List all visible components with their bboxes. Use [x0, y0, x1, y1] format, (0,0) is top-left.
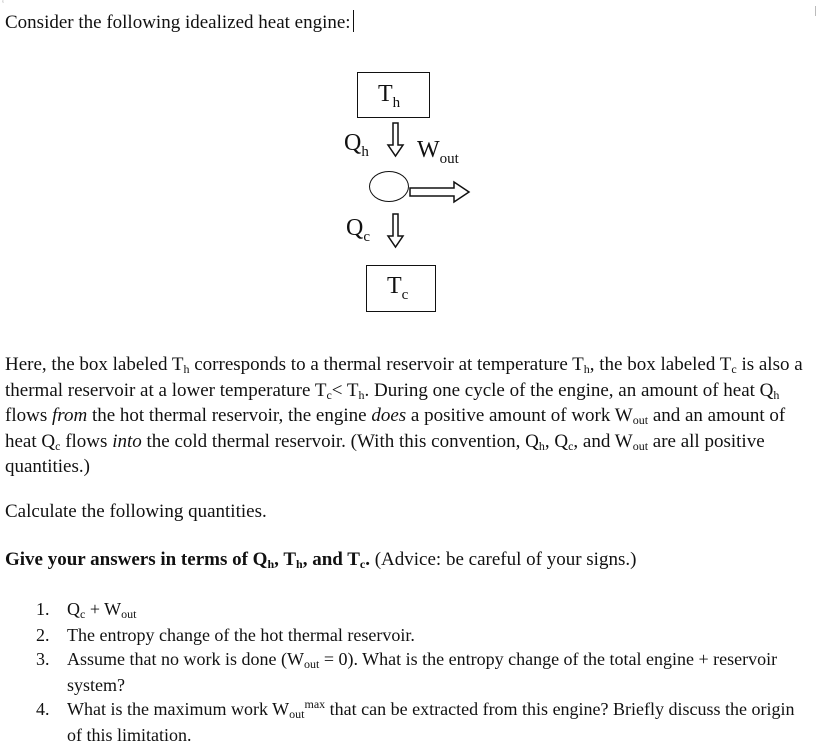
question-list: [0, 597, 810, 747]
work-out-arrow: [410, 182, 469, 202]
heat-out-label: $Q_c$: [346, 215, 371, 245]
problem-heading: Consider the following idealized heat engine:: [5, 10, 354, 34]
heat-out-arrow: [388, 214, 403, 247]
answer-terms-paragraph: Give your answers in terms of Qh, Th, and Tc. (Advice: be careful of your signs.): [5, 549, 637, 571]
instruction-paragraph: Calculate the following quantities.: [5, 501, 267, 522]
cold-reservoir-label: $T_c$: [387, 273, 409, 303]
heat-in-label: $Q_h$: [344, 130, 369, 160]
work-out-label: $W_{out}$: [417, 137, 459, 167]
question-item: 2. The entropy change of the hot thermal reservoir.: [36, 625, 415, 645]
question-item: 1. Qc + Wout: [36, 599, 137, 621]
engine-circle: [369, 171, 409, 202]
heat-engine-diagram: [330, 68, 500, 318]
question-item: 4. What is the maximum work Wout$^{max}$ that can be extracted from this engine? Briefly discuss the origin of this limitation.: [36, 697, 795, 745]
hot-reservoir-box: [357, 72, 430, 118]
page-edge-mark: [815, 6, 816, 16]
text-caret: [353, 10, 354, 32]
heat-in-arrow: [388, 123, 403, 156]
question-item: 3. Assume that no work is done (Wout = 0). What is the entropy change of the total engine + reservoir system?: [36, 649, 778, 695]
cold-reservoir-box: [366, 265, 436, 312]
description-paragraph: Here, the box labeled Th corresponds to a thermal reservoir at temperature Th, the box labeled Tc is also a thermal reservoir at a lower temperature Tc< Th. During one cycle of the engine, an amount of heat Qh flows from the hot thermal reservoir, the engine does a positive amount of work Wout and an amount of heat Qc flows into the cold thermal reservoir. (With this convention, Qh, Qc, and Wout are all positive quantities.): [5, 354, 803, 477]
hot-reservoir-label: $T_h$: [378, 81, 401, 111]
corner-mark: ˣ: [2, 0, 4, 6]
